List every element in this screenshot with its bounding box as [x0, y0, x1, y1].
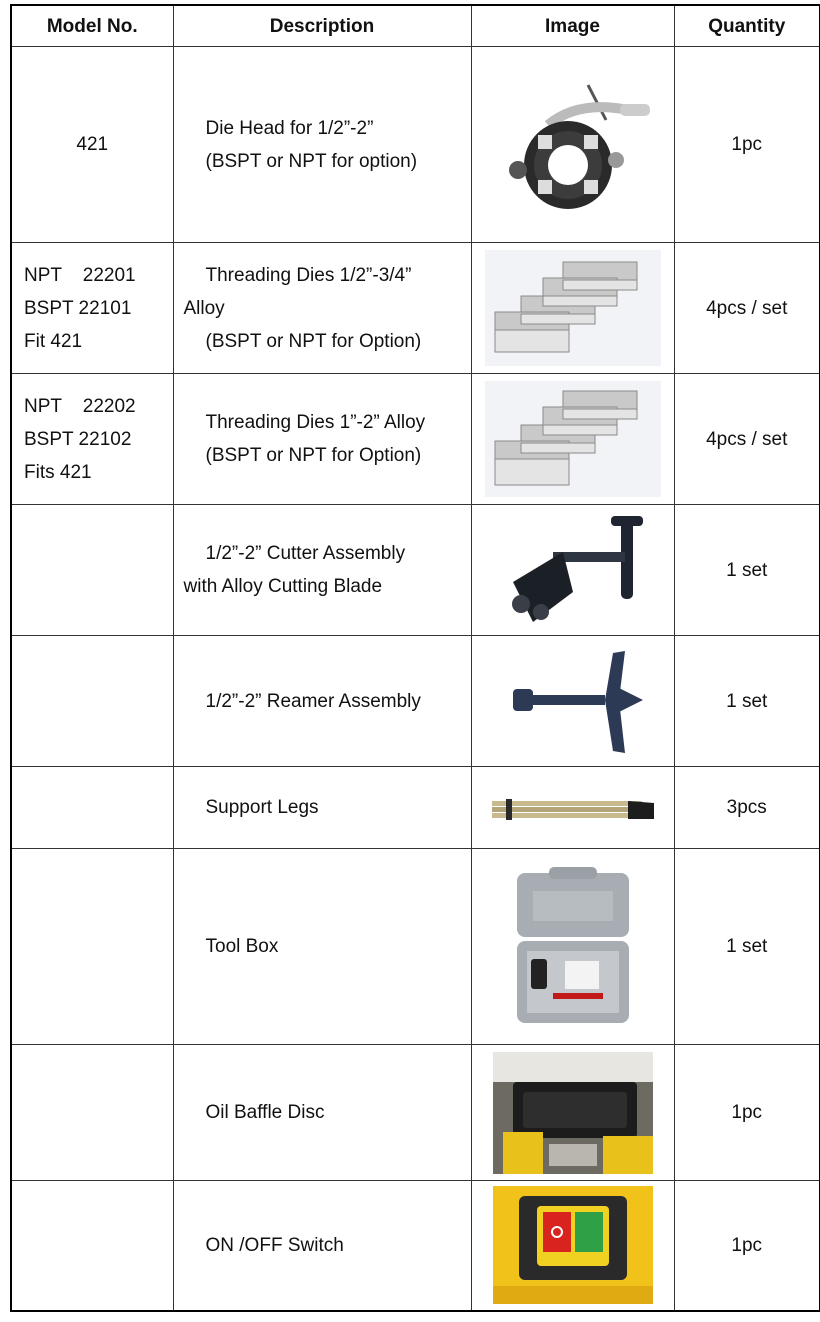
table-row: [11, 47, 820, 243]
model-cell: [11, 47, 173, 243]
table-row: [11, 505, 820, 636]
description-text: ON /OFF Switch: [205, 1234, 344, 1256]
model-text: BSPT 22101: [24, 297, 132, 319]
quantity-cell: 3pcs: [674, 767, 820, 849]
model-text: 421: [76, 134, 109, 155]
description-cell: [173, 636, 471, 767]
table-row: [11, 767, 820, 849]
description-text: 1/2”-2” Reamer Assembly: [205, 690, 421, 712]
description-cell: [173, 47, 471, 243]
table-row: [11, 374, 820, 505]
model-text: NPT 22202: [24, 395, 136, 417]
header-image: Image: [471, 5, 674, 47]
threading-dies-image: [485, 381, 661, 497]
description-cell: [173, 243, 471, 374]
model-cell: [11, 505, 173, 636]
quantity-cell: 1 set: [674, 849, 820, 1045]
table-row: [11, 243, 820, 374]
table-row: [11, 636, 820, 767]
image-cell: [471, 47, 674, 243]
description-text: (BSPT or NPT for Option): [205, 445, 422, 466]
description-text: with Alloy Cutting Blade: [183, 576, 383, 597]
image-cell: [471, 1181, 674, 1311]
description-text: (BSPT or NPT for option): [205, 150, 418, 172]
quantity-cell: 1pc: [674, 47, 820, 243]
description-text: Oil Baffle Disc: [205, 1102, 325, 1123]
description-cell: [173, 767, 471, 849]
model-cell: [11, 849, 173, 1045]
description-text: Threading Dies 1/2”-3/4”: [205, 264, 412, 286]
model-cell: [11, 243, 173, 374]
model-cell: [11, 1045, 173, 1181]
model-cell: [11, 636, 173, 767]
description-text: Die Head for 1/2”-2”: [205, 117, 374, 139]
quantity-cell: 4pcs / set: [674, 374, 820, 505]
reamer-assembly-image: [493, 643, 653, 759]
image-cell: [471, 767, 674, 849]
description-cell: [173, 1181, 471, 1311]
description-cell: [173, 374, 471, 505]
header-row: [11, 5, 820, 47]
on-off-switch-image: [493, 1186, 653, 1304]
cutter-assembly-image: [493, 512, 653, 628]
description-text: Support Legs: [205, 797, 319, 818]
quantity-cell: 1pc: [674, 1045, 820, 1181]
description-cell: [173, 1045, 471, 1181]
threading-dies-image: [485, 250, 661, 366]
support-legs-image: [488, 793, 658, 823]
quantity-cell: 1 set: [674, 636, 820, 767]
description-text: 1/2”-2” Cutter Assembly: [205, 543, 406, 564]
description-cell: [173, 849, 471, 1045]
description-cell: [173, 505, 471, 636]
header-model: Model No.: [11, 5, 173, 47]
description-text: Tool Box: [205, 936, 279, 957]
image-cell: [471, 1045, 674, 1181]
model-text: Fit 421: [24, 330, 83, 352]
image-cell: [471, 636, 674, 767]
model-cell: [11, 374, 173, 505]
image-cell: [471, 374, 674, 505]
table-row: [11, 849, 820, 1045]
tool-box-image: [513, 867, 633, 1027]
image-cell: [471, 849, 674, 1045]
model-text: NPT 22201: [24, 264, 136, 286]
image-cell: [471, 243, 674, 374]
parts-table: [10, 4, 820, 1312]
description-text: Alloy: [183, 297, 225, 319]
table-row: [11, 1181, 820, 1311]
table-row: [11, 1045, 820, 1181]
quantity-cell: 1 set: [674, 505, 820, 636]
quantity-cell: 1pc: [674, 1181, 820, 1311]
quantity-cell: 4pcs / set: [674, 243, 820, 374]
description-text: Threading Dies 1”-2” Alloy: [205, 412, 426, 433]
model-text: BSPT 22102: [24, 428, 132, 450]
model-text: Fits 421: [24, 461, 92, 483]
model-cell: [11, 767, 173, 849]
description-text: (BSPT or NPT for Option): [205, 330, 422, 352]
header-description: Description: [173, 5, 471, 47]
oil-baffle-disc-image: [493, 1052, 653, 1174]
die-head-image: [488, 80, 658, 210]
model-cell: [11, 1181, 173, 1311]
header-quantity: Quantity: [674, 5, 820, 47]
image-cell: [471, 505, 674, 636]
